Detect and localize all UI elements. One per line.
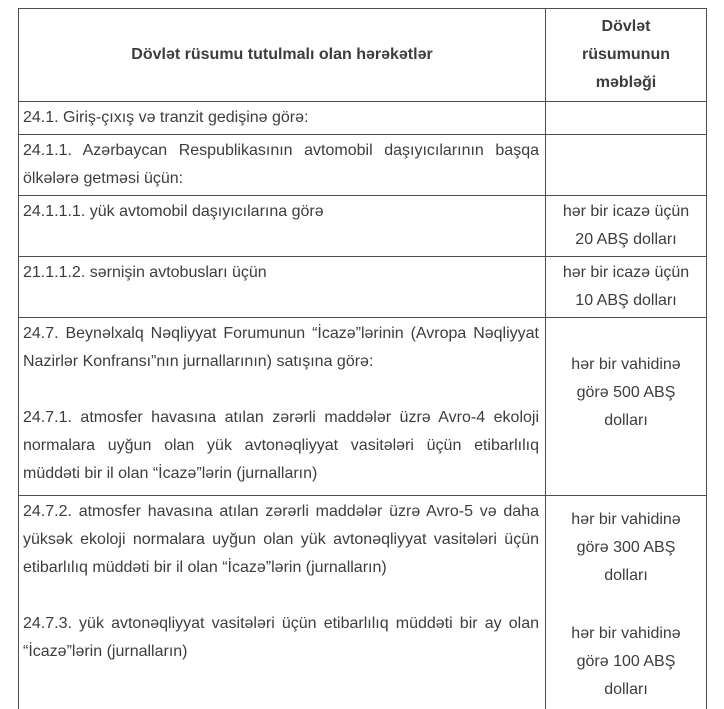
action-text: 24.1.1. Azərbaycan Respublikasının avtomobil daşıyıcılarının başqa ölkələrə getməsi üçün: <box>23 142 539 187</box>
fee-cell <box>546 318 707 496</box>
fee-cell <box>546 257 707 318</box>
action-cell <box>19 196 546 257</box>
table-row <box>19 102 707 135</box>
fee-amount: hər bir icazə üçün 10 ABŞ dolları <box>562 264 690 309</box>
fee-cell <box>546 135 707 196</box>
action-text: 24.7.3. yük avtonəqliyyat vasitələri üçün etibarlılıq müddəti bir ay olan “İcazə”lərin (jurnalların) <box>23 615 539 660</box>
action-text: 24.1. Giriş-çıxış və tranzit gedişinə görə: <box>23 109 309 126</box>
action-text: 24.7.2. atmosfer havasına atılan zərərli maddələr üzrə Avro-5 və daha yüksək ekoloji normalara uyğun olan yük avtonəqliyyat vasitələri üçün etibarlılıq müddəti bir il olan “İcazə”lərin (jurnalların) <box>23 503 539 576</box>
fee-amount: hər bir icazə üçün 20 ABŞ dolları <box>562 203 690 248</box>
table-row <box>19 257 707 318</box>
action-text: 21.1.1.2. sərnişin avtobusları üçün <box>23 264 267 281</box>
fee-cell <box>546 196 707 257</box>
amount-column-header-label: Dövlət rüsumunun məbləği <box>582 18 670 91</box>
fee-amount: hər bir vahidinə görə 100 ABŞ dolları <box>571 625 681 698</box>
fee-cell <box>546 496 707 709</box>
fee-amount: hər bir vahidinə görə 500 ABŞ dolları <box>571 355 681 429</box>
table-row <box>19 196 707 257</box>
action-text: 24.7. Beynəlxalq Nəqliyyat Forumunun “İcazə”lərinin (Avropa Nəqliyyat Nazirlər Konfransı”nın jurnallarının) satışına görə: <box>23 325 539 370</box>
action-text: 24.7.1. atmosfer havasına atılan zərərli maddələr üzrə Avro-4 ekoloji normalara uyğun olan yük avtonəqliyyat vasitələri üçün etibarlılıq müddəti bir il olan “İcazə”lərin (jurnalların) <box>23 409 539 482</box>
action-cell <box>19 257 546 318</box>
amount-column-header <box>546 9 707 102</box>
action-text: 24.1.1.1. yük avtomobil daşıyıcılarına görə <box>23 203 324 220</box>
actions-column-header <box>19 9 546 102</box>
table-row <box>19 135 707 196</box>
table-row <box>19 318 707 496</box>
fee-amount: hər bir vahidinə görə 300 ABŞ dolları <box>571 511 681 584</box>
action-cell <box>19 318 546 496</box>
action-cell <box>19 496 546 709</box>
table-row <box>19 496 707 709</box>
table-header-row <box>19 9 707 102</box>
action-cell <box>19 102 546 135</box>
actions-column-header-label: Dövlət rüsumu tutulmalı olan hərəkətlər <box>131 46 433 63</box>
fee-cell <box>546 102 707 135</box>
action-cell <box>19 135 546 196</box>
state-fee-table <box>18 8 707 709</box>
